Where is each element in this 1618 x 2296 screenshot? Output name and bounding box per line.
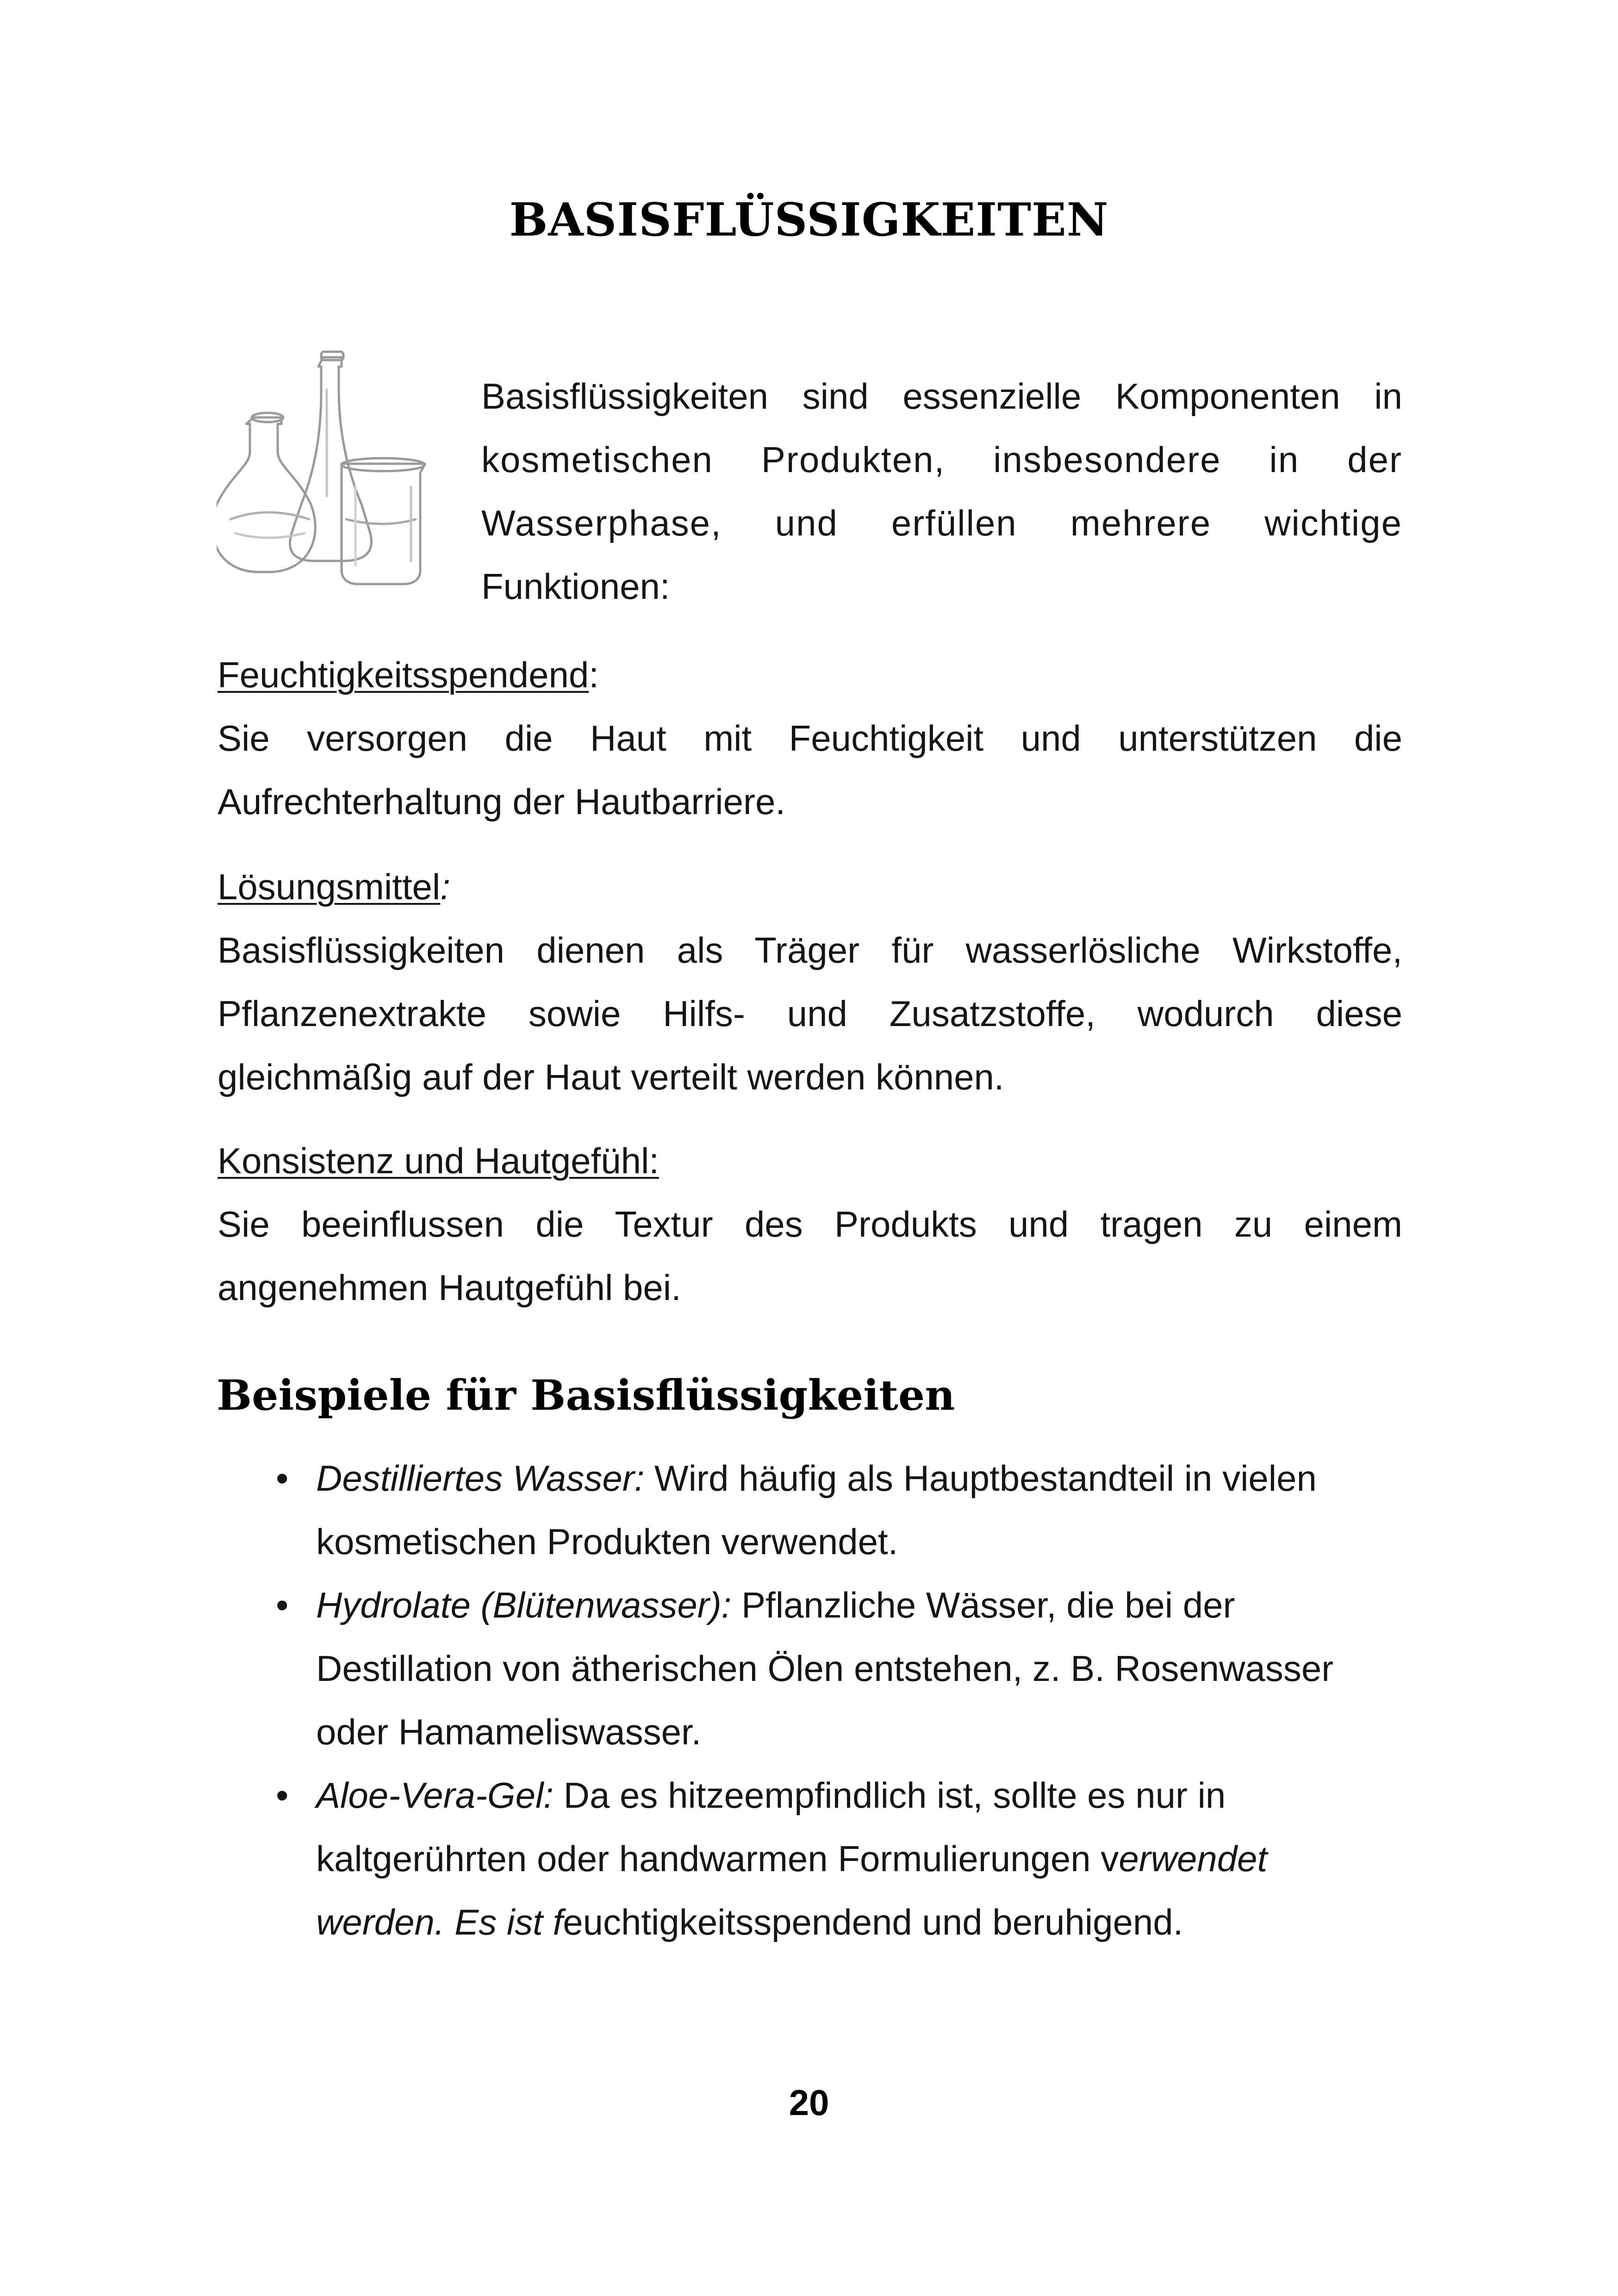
- laboratory-glassware-icon: [217, 348, 439, 594]
- section-body: Sie beeinflussen die Textur des Produkts und tragen zu einem angenehmen Hautgefühl bei.: [218, 1204, 1402, 1308]
- intro-paragraph: [481, 365, 1402, 555]
- list-item-term: Hydrolate (Blütenwasser):: [316, 1585, 732, 1625]
- list-item-description: Wird häufig als Hauptbestandteil in vielen kosmetischen Produkten verwendet.: [316, 1458, 1317, 1562]
- section-heading-text: Konsistenz und Hautgefühl:: [218, 1140, 659, 1181]
- section-body: Sie versorgen die Haut mit Feuchtigkeit und unterstützen die Aufrechterhaltung der Hautbarriere.: [218, 718, 1402, 822]
- section-heading: [218, 643, 1402, 707]
- list-item-term: Aloe-Vera-Gel:: [316, 1775, 554, 1816]
- page-number: 20: [789, 2082, 829, 2123]
- list-item-italic-tail: erwendet werden. Es ist f: [316, 1838, 1268, 1942]
- section-feuchtigkeitsspendend: [218, 643, 1402, 834]
- examples-heading: Beispiele für Basisflüssigkeiten: [217, 1371, 955, 1420]
- section-loesungsmittel: [218, 855, 1402, 1109]
- section-heading-suffix: :: [440, 866, 450, 907]
- bullet-icon: •: [276, 1775, 289, 1816]
- section-heading: [218, 855, 1402, 919]
- intro-line: kosmetischen Produkten, insbesondere in der: [481, 439, 1402, 480]
- section-body: Basisflüssigkeiten dienen als Träger für wasserlösliche Wirkstoffe, Pflanzenextrakte sowie Hilfs- und Zusatzstoffe, wodurch diese gleichmäßig auf der Haut verteilt werden können.: [218, 930, 1402, 1097]
- page-title: BASISFLÜSSIGKEITEN: [509, 193, 1109, 247]
- bullet-icon: •: [276, 1458, 289, 1499]
- list-item: [218, 1447, 1402, 1574]
- list-item-term: Destilliertes Wasser:: [316, 1458, 645, 1499]
- section-heading: [218, 1129, 1402, 1193]
- list-item-text: [316, 1574, 1399, 1764]
- section-konsistenz: [218, 1129, 1402, 1319]
- intro-line-last: Funktionen:: [481, 566, 670, 607]
- intro-line: Wasserphase, und erfüllen mehrere wichtige: [481, 503, 1402, 543]
- list-item-text: [316, 1447, 1399, 1574]
- bullet-icon: •: [276, 1585, 289, 1625]
- examples-list: [218, 1447, 1402, 1954]
- list-item: [218, 1574, 1402, 1764]
- section-heading-suffix: :: [589, 654, 599, 695]
- intro-line: Basisflüssigkeiten sind essenzielle Komponenten in: [481, 376, 1402, 417]
- list-item-description-end: euchtigkeitsspendend und beruhigend.: [563, 1902, 1183, 1942]
- list-item: [218, 1764, 1402, 1954]
- section-heading-text: Feuchtigkeitsspendend: [218, 654, 589, 695]
- list-item-description: Pflanzliche Wässer, die bei der Destillation von ätherischen Ölen entstehen, z. B. Rosenwasser oder Hamameliswasser.: [316, 1585, 1334, 1752]
- list-item-text: [316, 1764, 1399, 1954]
- list-item-description: Da es hitzeempfindlich ist, sollte es nur in kaltgerührten oder handwarmen Formulierungen v: [316, 1775, 1226, 1879]
- section-heading-text: Lösungsmittel: [218, 866, 441, 907]
